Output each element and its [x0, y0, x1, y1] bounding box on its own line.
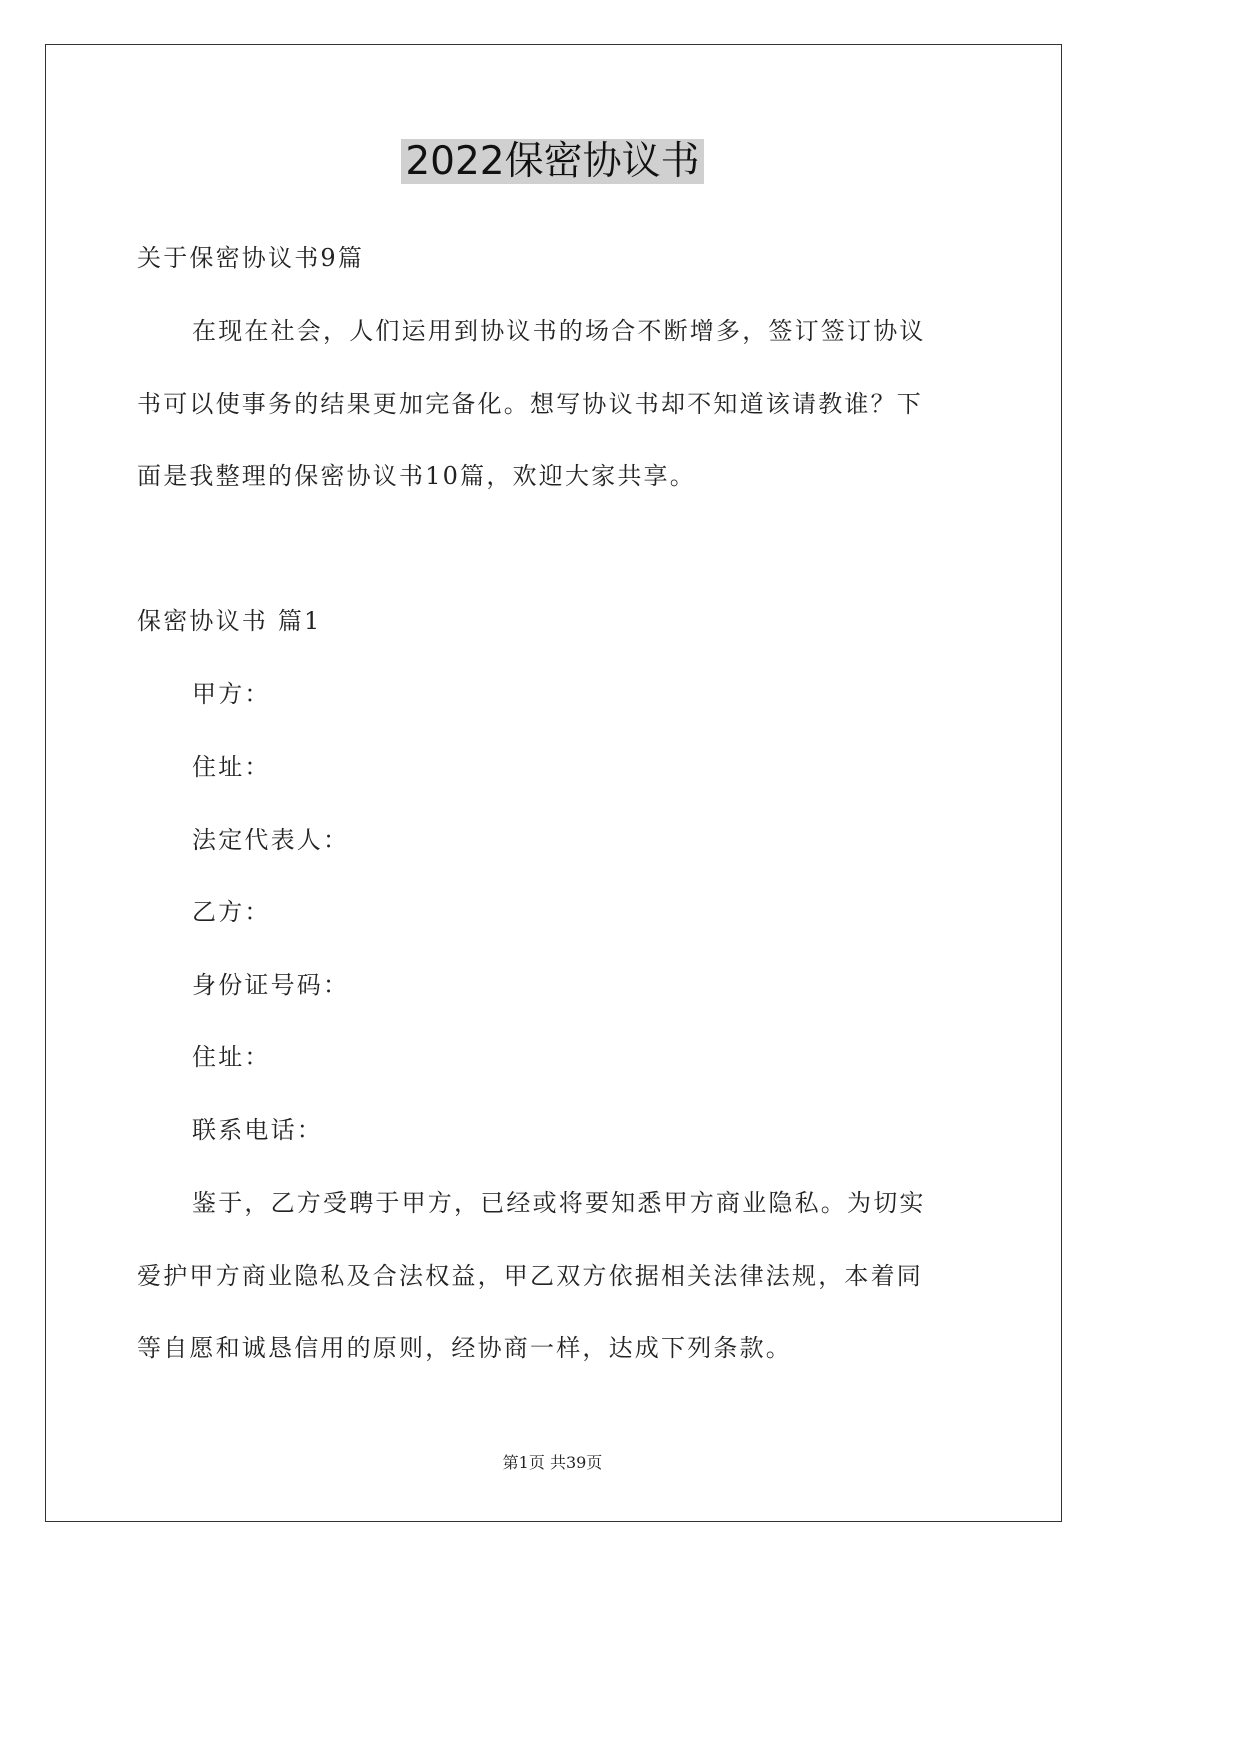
document-subtitle: 关于保密协议书9篇	[137, 244, 365, 272]
field-party-b: 乙方：	[192, 898, 271, 926]
intro-line-3: 面是我整理的保密协议书10篇，欢迎大家共享。	[137, 462, 696, 490]
clause-line-3: 等自愿和诚恳信用的原则，经协商一样，达成下列条款。	[137, 1334, 792, 1362]
clause-line-1: 鉴于，乙方受聘于甲方，已经或将要知悉甲方商业隐私。为切实	[192, 1189, 926, 1217]
field-party-a: 甲方：	[192, 680, 271, 708]
intro-line-2: 书可以使事务的结果更加完备化。想写协议书却不知道该请教谁？下	[137, 390, 923, 418]
document-title-text: 2022保密协议书	[401, 139, 703, 184]
document-title	[0, 136, 1105, 188]
field-address-a: 住址：	[192, 753, 271, 781]
intro-line-1: 在现在社会，人们运用到协议书的场合不断增多，签订签订协议	[192, 317, 926, 345]
page-footer: 第1页 共39页	[502, 1453, 603, 1472]
clause-line-2: 爱护甲方商业隐私及合法权益，甲乙双方依据相关法律法规，本着同	[137, 1262, 923, 1290]
section-heading: 保密协议书 篇1	[137, 607, 322, 635]
field-address-b: 住址：	[192, 1043, 271, 1071]
field-id-number: 身份证号码：	[192, 971, 350, 999]
field-legal-representative: 法定代表人：	[192, 826, 350, 854]
field-phone: 联系电话：	[192, 1116, 323, 1144]
